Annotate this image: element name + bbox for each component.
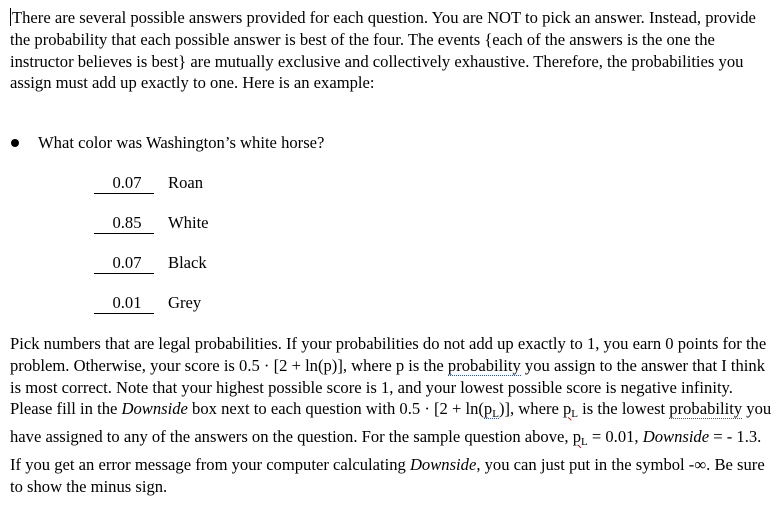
- example-answer-row: [94, 292, 201, 314]
- p-lowest-symbol: $p_L$: [483, 399, 499, 421]
- downside-term: Downside: [121, 399, 188, 419]
- answer-label: White: [168, 213, 209, 232]
- p-lowest-symbol: $p_L$: [572, 427, 588, 449]
- answer-label: Roan: [168, 173, 204, 192]
- instructions-paragraph: Pick numbers that are legal probabilities. If your probabilities do not add up exactly to 1, you earn 0 points for the problem. Otherwise, your score is 0.5 · [2 + ln(p)], where p is the probability you assign to the answer that I think is most correct. Note that your highest possible score is 1, and your lowest possible score is negative infinity. Please fill in the Downside box next to each question with $0.5 \cdot [2 + \ln(p_L)]$, where $p_L$ is the lowest probability you have assigned to any of the answers on the question. For the sample question above, $p_L = 0.01$, Downside = - 1.3. If you get an error message from your computer calculating Downside, you can just put in the symbol -∞. Be sure to show the minus sign.: [10, 334, 772, 496]
- example-question: [10, 132, 750, 154]
- downside-term: Downside: [642, 427, 710, 447]
- probability-blank: 0.85: [94, 213, 154, 234]
- downside-term: Downside: [409, 454, 477, 474]
- example-answer-row: [94, 252, 207, 274]
- example-answer-row: [94, 212, 209, 234]
- text-cursor: [10, 8, 11, 26]
- answer-label: Grey: [168, 293, 202, 312]
- probability-blank: 0.01: [94, 293, 154, 314]
- grammar-flag: probability: [669, 399, 743, 419]
- bullet-icon: [11, 139, 19, 147]
- example-answer-row: [94, 172, 203, 194]
- grammar-flag: probability: [447, 355, 521, 375]
- intro-paragraph: [10, 7, 775, 94]
- example-question-text: What color was Washington’s white horse?: [38, 133, 325, 152]
- intro-text: There are several possible answers provided for each question. You are NOT to pick an answer. Instead, provide the probability that each possible answer is best of the four. The events {each of the answers is the one the instructor believes is best} are mutually exclusive and collectively exhaustive. Therefore, the probabilities you assign must add up exactly to one. Here is an example:: [10, 8, 756, 93]
- probability-blank: 0.07: [94, 253, 154, 274]
- answer-label: Black: [168, 253, 207, 272]
- probability-blank: 0.07: [94, 173, 154, 194]
- p-lowest-symbol: $p_L$: [563, 399, 579, 421]
